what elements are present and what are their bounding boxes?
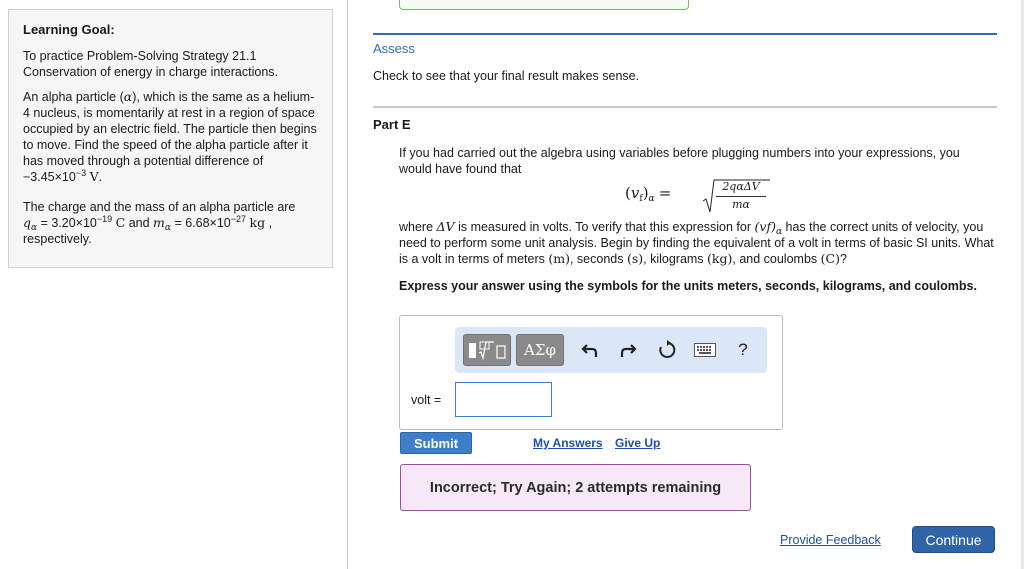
formula-numerator: 2qαΔV (716, 179, 766, 197)
formula-denominator: mα (732, 198, 750, 211)
help-button[interactable]: ? (738, 340, 748, 359)
keyboard-button[interactable] (691, 336, 719, 364)
undo-button[interactable] (576, 336, 604, 364)
problem-text-a: An alpha particle ( (23, 90, 124, 104)
q-unit: C (115, 215, 126, 230)
formula-lhs: $(v_f)_\alpha$ = (625, 184, 672, 204)
left-column (0, 0, 348, 569)
vf-alpha: α (775, 227, 783, 237)
templates-icon (467, 339, 507, 361)
incorrect-feedback: Incorrect; Try Again; 2 attempts remaining (400, 464, 751, 511)
delta-v-symbol: ΔV (436, 219, 455, 234)
q-symbol: q (23, 215, 32, 230)
m-value: = 6.68×10 (170, 216, 231, 230)
provide-feedback-link[interactable]: Provide Feedback (780, 533, 881, 547)
constants-intro: The charge and the mass of an alpha particle are (23, 200, 296, 214)
part-e-title: Part E (373, 117, 411, 132)
redo-icon (619, 341, 637, 359)
reset-button[interactable] (653, 336, 681, 364)
redo-button[interactable] (614, 336, 642, 364)
unit-c: (C) (820, 251, 840, 266)
answer-box (399, 315, 783, 430)
m-unit: kg (249, 215, 266, 230)
reset-icon (657, 340, 677, 360)
give-up-link[interactable]: Give Up (615, 436, 661, 450)
part-e-intro: If you had carried out the algebra using variables before plugging numbers into your expressions, you would have found that (399, 146, 960, 176)
templates-button[interactable] (463, 334, 511, 366)
q-sep-2: , kilograms (643, 252, 708, 266)
assess-text: Check to see that your final result makes sense. (373, 69, 640, 83)
assess-heading: Assess (373, 41, 415, 56)
undo-icon (581, 341, 599, 359)
q-text-c: has the correct units of velocity, you need to perform some unit analysis. Begin by finding the equivalent of a volt in terms of basic SI units. What is a volt in terms of meters (399, 220, 994, 266)
q-value: = 3.20×10 (37, 216, 97, 230)
greek-symbols-button[interactable]: ΑΣφ (516, 334, 564, 366)
part-e-content (399, 145, 995, 294)
part-e-instruction: Express your answer using the symbols for the units meters, seconds, kilograms, and coulombs. (399, 279, 977, 293)
m-subscript: α (164, 223, 171, 233)
continue-button[interactable]: Continue (912, 526, 995, 553)
velocity-formula (399, 177, 995, 219)
learning-goal-problem: An alpha particle (α), which is the same as a helium-4 nucleus, is momentarily at rest in a region of space occupied by an electric field. The particle then begins to move. Find the speed of the alpha particle after it has moved through a potential difference of $-3.45\times 10^{-3}$ V. (23, 89, 317, 184)
problem-text-b: ), which is the same as a helium-4 nucleus, is momentarily at rest in a region of space occupied by an electric field. The particle then begins to move. Find the speed of the alpha particle after it has moved through a potential difference of (23, 90, 317, 168)
math-toolbar (455, 327, 767, 373)
q-sep-1: , seconds (569, 252, 627, 266)
formula-alpha: α (648, 194, 655, 204)
potential-exponent: −3 (75, 168, 87, 178)
part-divider (373, 106, 997, 108)
unit-s: (s) (626, 251, 644, 266)
respectively-text: respectively. (23, 232, 92, 246)
learning-goal-panel (8, 9, 333, 268)
my-answers-link[interactable]: My Answers (533, 436, 603, 450)
learning-goal-intro: To practice Problem-Solving Strategy 21.1 Conservation of energy in charge interactions. (23, 49, 279, 79)
assess-divider (373, 33, 997, 35)
formula-fraction (716, 179, 766, 213)
answer-input[interactable] (455, 382, 552, 417)
learning-goal-constants: The charge and the mass of an alpha particle are $q_\alpha = 3.20\times 10^{-19}$ C and $m_\alpha = 6.68\times 10^{-27}$ kg , respectively. (23, 200, 296, 246)
m-exponent: −27 (230, 214, 247, 224)
formula-f: f (639, 194, 643, 204)
unit-kg: (kg) (707, 251, 733, 266)
q-sep-3: , and coulombs (732, 252, 821, 266)
q-subscript: α (31, 223, 38, 233)
keyboard-icon (694, 343, 716, 357)
part-e-question (399, 219, 995, 267)
formula-sqrt (702, 177, 772, 215)
vf-symbol: (vf) (754, 219, 776, 234)
q-text-b: is measured in volts. To verify that this expression for (454, 220, 755, 234)
learning-goal-title: Learning Goal: (23, 22, 115, 37)
m-symbol: m (153, 215, 165, 230)
alpha-symbol: α (123, 89, 133, 104)
formula-v: v (630, 184, 640, 202)
answer-label: volt = (411, 393, 442, 407)
unit-m: (m) (548, 251, 570, 266)
previous-part-status-box (399, 0, 689, 10)
q-end: ? (839, 252, 847, 266)
potential-value: −3.45×10 (23, 170, 76, 184)
q-text-a: where (399, 220, 437, 234)
and-text: and (125, 216, 154, 230)
submit-button[interactable]: Submit (400, 432, 472, 454)
formula-equals: = (658, 184, 672, 202)
potential-unit: V (89, 169, 99, 184)
q-exponent: −19 (96, 214, 113, 224)
